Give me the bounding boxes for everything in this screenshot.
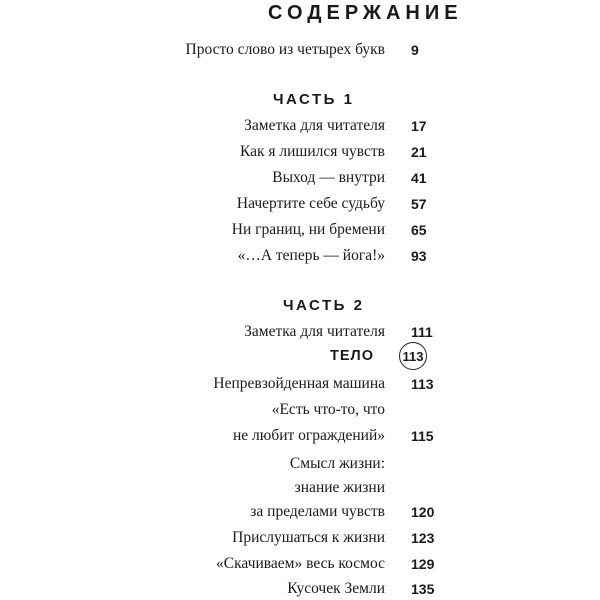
toc-entry-title[interactable]: «Скачиваем» весь космос [216,555,385,572]
toc-entry-title[interactable]: Ни границ, ни бремени [231,221,385,238]
toc-entry-title[interactable]: Непревзойденная машина [213,375,385,392]
toc-entry-page: 115 [411,428,434,444]
part-1-heading: ЧАСТЬ 1 [273,91,355,108]
toc-entry-title-line[interactable]: за пределами чувств [250,503,385,520]
toc-entry-page: 57 [411,196,427,212]
toc-entry-title[interactable]: Выход — внутри [272,169,385,186]
toc-entry-title[interactable]: Заметка для читателя [244,117,385,134]
toc-entry-title-line[interactable]: не любит ограждений» [232,427,385,444]
toc-entry-page: 21 [411,144,427,160]
toc-entry-page: 41 [411,170,427,186]
section-label[interactable]: ТЕЛО [330,348,374,364]
toc-entry-title[interactable]: Кусочек Земли [287,580,385,597]
toc-entry-page: 111 [411,324,433,340]
toc-entry-page: 123 [411,530,435,546]
toc-entry-page: 17 [411,118,427,134]
toc-entry-title[interactable]: Просто слово из четырех букв [185,41,385,58]
toc-entry-title-line[interactable]: «Есть что-то, что [271,401,385,418]
toc-entry-page: 9 [411,42,419,58]
toc-entry-title[interactable]: «…А теперь — йога!» [237,247,385,264]
toc-entry-title[interactable]: Прислушаться к жизни [232,529,385,546]
toc-entry-page: 120 [411,504,435,520]
toc-entry-title[interactable]: Начертите себе судьбу [236,195,385,212]
toc-entry-title-line[interactable]: знание жизни [294,479,385,496]
toc-entry-title[interactable]: Как я лишился чувств [239,143,385,160]
toc-entry-page: 113 [411,376,434,392]
toc-entry-page: 65 [411,222,427,238]
toc-entry-page: 135 [411,581,435,597]
toc-entry-title-line[interactable]: Смысл жизни: [289,455,385,472]
toc-entry-title[interactable]: Заметка для читателя [244,323,385,340]
part-2-heading: ЧАСТЬ 2 [283,297,365,314]
page-title: СОДЕРЖАНИЕ [268,2,463,24]
toc-entry-page: 129 [411,556,435,572]
toc-entry-page: 93 [411,248,427,264]
circled-page-number: 113 [399,342,427,370]
